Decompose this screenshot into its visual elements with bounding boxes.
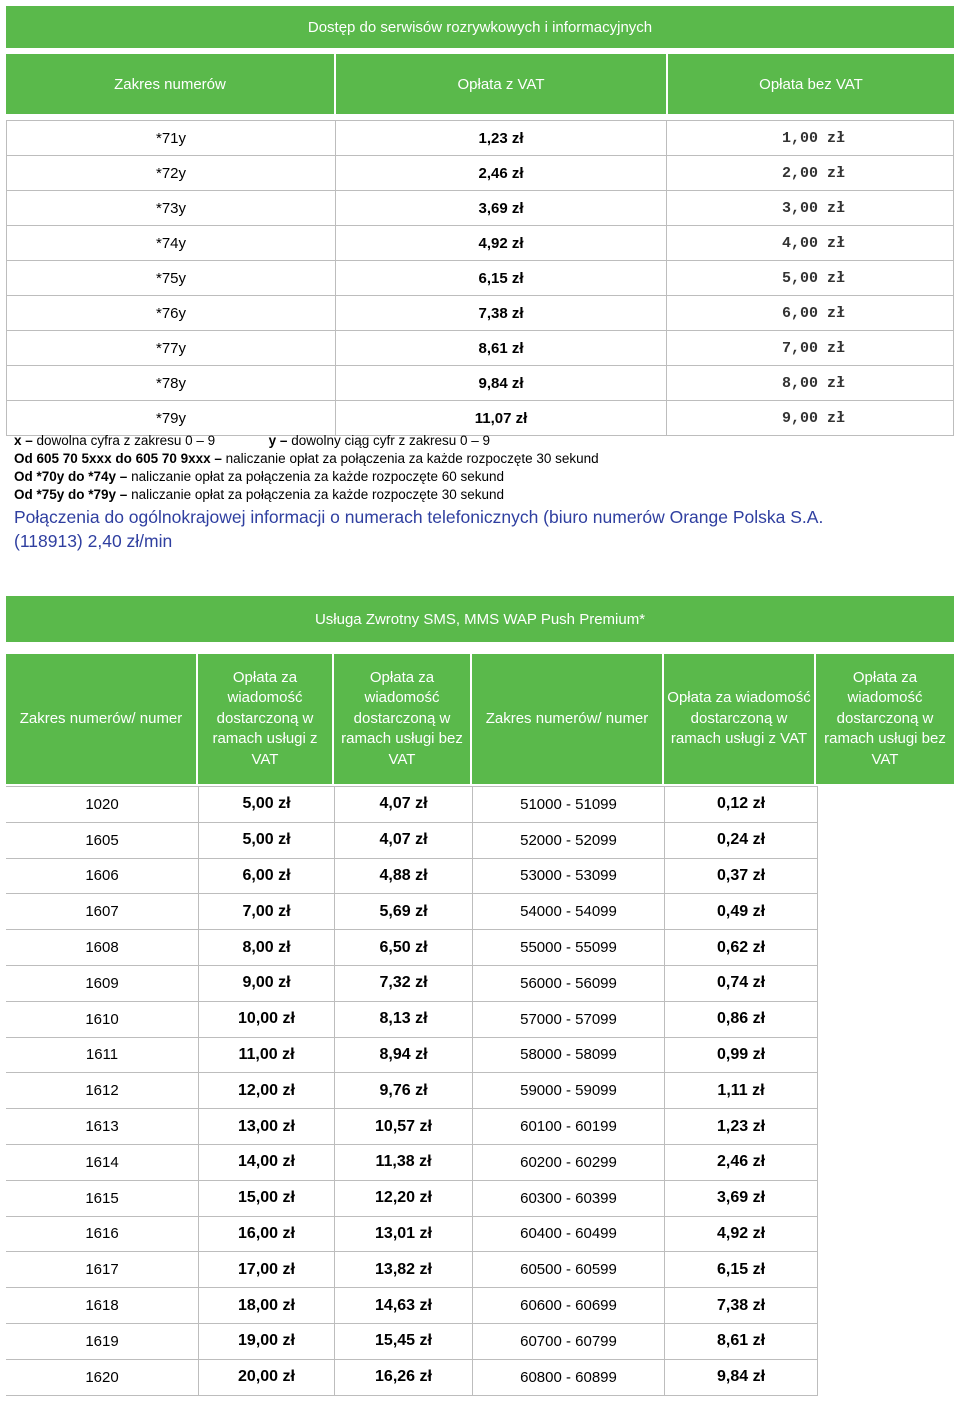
note-directory-line1: Połączenia do ogólnokrajowej informacji o numerach telefonicznych (biuro numerów Orange Polska S.A. [14,507,824,527]
table2-header-without-vat: Opłata za wiadomość dostarczoną w ramach usługi bez VAT [334,654,470,784]
range-cell: 51000 - 51099 [472,787,664,822]
range-cell: 52000 - 52099 [472,823,664,858]
number-cell: 1605 [85,831,119,849]
note-75-79 [14,486,954,504]
price-without-vat-cell: 8,13 zł [334,1002,472,1037]
price-without-vat-cell: 4,88 zł [334,859,472,894]
table-row [6,1217,818,1253]
table1-header-without-vat: Opłata bez VAT [668,54,954,114]
table-row [6,261,954,296]
table1-header-with-vat: Opłata z VAT [336,54,666,114]
table-row [6,1252,818,1288]
table-row [6,401,954,436]
range-cell: *79y [6,401,335,435]
range-cell: 60800 - 60899 [472,1360,664,1395]
price-with-vat-cell: 7,38 zł [335,296,666,330]
number-cell: 1608 [85,939,119,957]
price-with-vat-cell-2: 1,23 zł [664,1109,818,1144]
table-row [6,966,818,1002]
price-with-vat-cell: 15,00 zł [198,1181,334,1216]
table-row [6,331,954,366]
table-row [6,1073,818,1109]
range-cell: 60700 - 60799 [472,1324,664,1359]
price-without-vat-cell: 6,00 zł [666,296,954,330]
price-with-vat-cell-2: 1,11 zł [664,1073,818,1108]
price-with-vat-cell-2: 0,24 zł [664,823,818,858]
table-row [6,1038,818,1074]
table-row [6,191,954,226]
price-without-vat-cell: 6,50 zł [334,930,472,965]
range-cell: *75y [6,261,335,295]
price-with-vat-cell: 10,00 zł [198,1002,334,1037]
number-cell: 1617 [85,1261,119,1279]
table1-header-row [6,54,954,114]
premium-numbers-table [6,4,954,436]
price-with-vat-cell: 9,00 zł [198,966,334,1001]
table-row [6,823,818,859]
price-with-vat-cell: 5,00 zł [198,823,334,858]
range-cell: *74y [6,226,335,260]
price-with-vat-cell-2: 0,37 zł [664,859,818,894]
note-legend [14,432,954,450]
price-without-vat-cell: 2,00 zł [666,156,954,190]
price-without-vat-cell: 10,57 zł [334,1109,472,1144]
table2-header-with-vat: Opłata za wiadomość dostarczoną w ramach usługi z VAT [198,654,332,784]
table1-title: Dostęp do serwisów rozrywkowych i informacyjnych [6,6,954,48]
range-cell: 57000 - 57099 [472,1002,664,1037]
table-row [6,1145,818,1181]
range-cell: 53000 - 53099 [472,859,664,894]
price-without-vat-cell: 8,94 zł [334,1038,472,1073]
price-with-vat-cell: 19,00 zł [198,1324,334,1359]
table-row [6,226,954,261]
table2-header-with-vat-2: Opłata za wiadomość dostarczoną w ramach usługi z VAT [664,654,814,784]
note-70-74-text: naliczanie opłat za połączenia za każde rozpoczęte 60 sekund [131,469,505,484]
price-with-vat-cell: 7,00 zł [198,894,334,929]
note-x-text: dowolna cyfra z zakresu 0 – 9 [36,433,216,448]
note-605-label: Od 605 70 5xxx do 605 70 9xxx – [14,451,226,466]
price-with-vat-cell: 17,00 zł [198,1252,334,1287]
range-cell: 55000 - 55099 [472,930,664,965]
note-x-label: x – [14,433,37,448]
table-row [6,121,954,156]
price-with-vat-cell-2: 0,62 zł [664,930,818,965]
price-with-vat-cell-2: 0,49 zł [664,894,818,929]
price-without-vat-cell: 5,69 zł [334,894,472,929]
table-row [6,156,954,191]
price-with-vat-cell: 11,07 zł [335,401,666,435]
price-with-vat-cell: 5,00 zł [198,787,334,822]
table1-header-range: Zakres numerów [6,54,334,114]
note-70-74-label: Od *70y do *74y – [14,469,132,484]
price-with-vat-cell: 11,00 zł [198,1038,334,1073]
range-cell: *77y [6,331,335,365]
note-75-79-text: naliczanie opłat za połączenia za każde rozpoczęte 30 sekund [131,487,505,502]
table-row [6,1109,818,1145]
table-row [6,1181,818,1217]
number-cell: 1614 [85,1153,119,1171]
table-row [6,1324,818,1360]
price-with-vat-cell-2: 3,69 zł [664,1181,818,1216]
price-with-vat-cell-2: 4,92 zł [664,1217,818,1252]
price-without-vat-cell: 5,00 zł [666,261,954,295]
price-without-vat-cell: 14,63 zł [334,1288,472,1323]
price-without-vat-cell: 9,00 zł [666,401,954,435]
number-cell: 1620 [85,1368,119,1386]
range-cell: *78y [6,366,335,400]
note-75-79-label: Od *75y do *79y – [14,487,132,502]
notes-section [14,432,954,552]
range-cell: 54000 - 54099 [472,894,664,929]
price-with-vat-cell: 13,00 zł [198,1109,334,1144]
price-with-vat-cell: 20,00 zł [198,1360,334,1395]
price-with-vat-cell-2: 0,86 zł [664,1002,818,1037]
price-without-vat-cell: 9,76 zł [334,1073,472,1108]
price-with-vat-cell: 16,00 zł [198,1217,334,1252]
table-row [6,859,818,895]
table2-header-range-2: Zakres numerów/ numer [472,654,662,784]
range-cell: 56000 - 56099 [472,966,664,1001]
price-with-vat-cell-2: 2,46 zł [664,1145,818,1180]
price-with-vat-cell: 18,00 zł [198,1288,334,1323]
price-without-vat-cell: 13,82 zł [334,1252,472,1287]
table2-header-range: Zakres numerów/ numer [6,654,196,784]
price-without-vat-cell: 4,00 zł [666,226,954,260]
price-without-vat-cell: 16,26 zł [334,1360,472,1395]
number-cell: 1610 [85,1010,119,1028]
number-cell: 1619 [85,1332,119,1350]
note-y-text: dowolny ciąg cyfr z zakresu 0 – 9 [291,433,491,448]
range-cell: 60200 - 60299 [472,1145,664,1180]
note-605 [14,450,954,468]
price-with-vat-cell: 3,69 zł [335,191,666,225]
price-with-vat-cell-2: 0,12 zł [664,787,818,822]
table2-body [6,786,818,1396]
price-with-vat-cell: 12,00 zł [198,1073,334,1108]
table-row [6,366,954,401]
table2-header-without-vat-2: Opłata za wiadomość dostarczoną w ramach usługi bez VAT [816,654,954,784]
price-without-vat-cell: 13,01 zł [334,1217,472,1252]
table1-body [6,120,954,436]
range-cell: *73y [6,191,335,225]
range-cell: *71y [6,121,335,155]
price-with-vat-cell: 8,00 zł [198,930,334,965]
number-cell: 1607 [85,903,119,921]
price-without-vat-cell: 4,07 zł [334,787,472,822]
price-with-vat-cell-2: 9,84 zł [664,1360,818,1395]
price-with-vat-cell: 9,84 zł [335,366,666,400]
price-with-vat-cell-2: 0,74 zł [664,966,818,1001]
range-cell: 58000 - 58099 [472,1038,664,1073]
table-row [6,1288,818,1324]
note-70-74 [14,468,954,486]
price-without-vat-cell: 11,38 zł [334,1145,472,1180]
note-605-text: naliczanie opłat za połączenia za każde rozpoczęte 30 sekund [225,451,599,466]
price-with-vat-cell-2: 6,15 zł [664,1252,818,1287]
price-without-vat-cell: 4,07 zł [334,823,472,858]
price-without-vat-cell: 7,32 zł [334,966,472,1001]
number-cell: 1611 [85,1046,119,1064]
number-cell: 1618 [85,1297,119,1315]
price-without-vat-cell: 1,00 zł [666,121,954,155]
table-row [6,1002,818,1038]
table-row [6,930,818,966]
price-with-vat-cell: 8,61 zł [335,331,666,365]
range-cell: 60400 - 60499 [472,1217,664,1252]
price-without-vat-cell: 7,00 zł [666,331,954,365]
range-cell: 60500 - 60599 [472,1252,664,1287]
note-y-label: y – [268,433,292,448]
range-cell: *76y [6,296,335,330]
number-cell: 1615 [85,1189,119,1207]
table-row [6,1360,818,1396]
price-with-vat-cell: 6,15 zł [335,261,666,295]
price-with-vat-cell: 14,00 zł [198,1145,334,1180]
price-without-vat-cell: 12,20 zł [334,1181,472,1216]
note-directory-line2: (118913) 2,40 zł/min [14,531,173,551]
price-with-vat-cell: 2,46 zł [335,156,666,190]
range-cell: 60300 - 60399 [472,1181,664,1216]
price-without-vat-cell: 8,00 zł [666,366,954,400]
price-with-vat-cell-2: 7,38 zł [664,1288,818,1323]
number-cell: 1616 [85,1225,119,1243]
table-row [6,787,818,823]
price-without-vat-cell: 3,00 zł [666,191,954,225]
number-cell: 1606 [85,867,119,885]
number-cell: 1612 [85,1082,119,1100]
price-without-vat-cell: 15,45 zł [334,1324,472,1359]
table-row [6,894,818,930]
range-cell: 60100 - 60199 [472,1109,664,1144]
range-cell: 60600 - 60699 [472,1288,664,1323]
range-cell: *72y [6,156,335,190]
price-with-vat-cell-2: 0,99 zł [664,1038,818,1073]
price-with-vat-cell: 1,23 zł [335,121,666,155]
range-cell: 59000 - 59099 [472,1073,664,1108]
number-cell: 1613 [85,1118,119,1136]
price-with-vat-cell: 6,00 zł [198,859,334,894]
number-cell: 1020 [85,795,119,813]
table-row [6,296,954,331]
table2-title: Usługa Zwrotny SMS, MMS WAP Push Premium* [6,596,954,642]
number-cell: 1609 [85,974,119,992]
price-with-vat-cell-2: 8,61 zł [664,1324,818,1359]
price-with-vat-cell: 4,92 zł [335,226,666,260]
table2-header-row [6,654,954,784]
